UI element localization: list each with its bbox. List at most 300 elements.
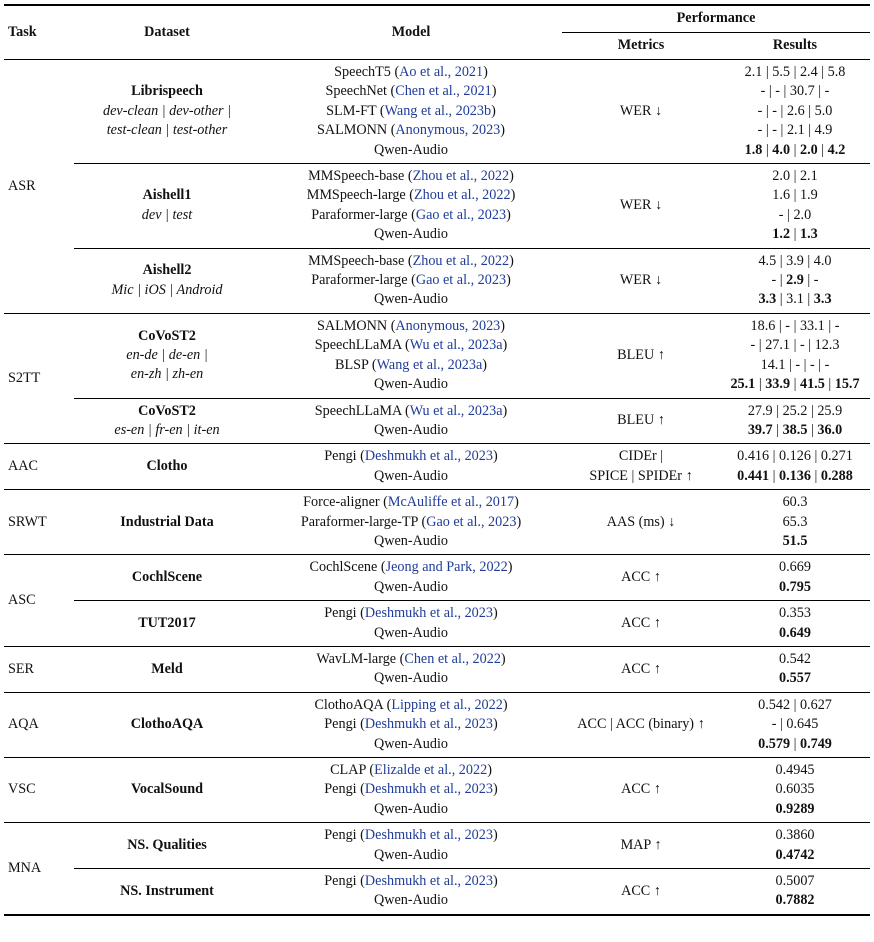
dataset-name: Clotho [146,458,188,475]
dataset-cell [74,398,260,444]
model-line: Pengi (Deshmukh et al., 2023) [324,605,498,622]
table-row [4,248,870,313]
model-name: Paraformer-large [311,206,408,223]
model-cell [260,60,562,164]
model-line [264,141,558,160]
result-cell [720,490,870,555]
model-name: Paraformer-large [311,272,408,289]
result-part: | - [803,272,819,289]
dataset-split: dev | test [141,206,193,223]
result-cell [720,313,870,398]
result-best: 2.9 [786,272,804,289]
task-cell: ASC [4,555,74,647]
table-row [4,398,870,444]
result-part: | [772,421,783,438]
model-name: Force-aligner [303,494,380,511]
result-part: 4.5 | 3.9 | 4.0 [758,252,832,269]
header-performance: Performance [562,5,870,33]
model-name: Qwen-Audio [373,624,449,641]
model-cell [260,313,562,398]
model-line [264,624,558,643]
metric-label: CIDEr | [618,448,664,465]
result-best: 1.2 [772,226,791,243]
result-part: | [817,141,828,158]
model-line: Pengi (Deshmukh et al., 2023) [324,781,498,798]
result-value [724,317,866,336]
result-part: 1.6 | 1.9 [772,187,818,204]
table-row [4,692,870,757]
metric-label: ACC ↑ [621,614,661,631]
header-results: Results [720,33,870,60]
citation-link[interactable]: Anonymous, 2023 [395,317,501,334]
task-cell: VSC [4,758,74,823]
result-value [724,826,866,845]
result-value [724,872,866,891]
model-line: SpeechLLaMA (Wu et al., 2023a) [314,402,508,419]
model-line: MMSpeech-base (Zhou et al., 2022) [308,252,514,269]
result-value [724,206,866,225]
result-value [724,102,866,121]
result-best: 0.288 [820,467,853,484]
result-part: 27.9 | 25.2 | 25.9 [747,402,843,419]
metric-cell [562,60,720,164]
result-best: 0.579 [758,735,791,752]
result-part: - | 27.1 | - | 12.3 [750,337,840,354]
result-best: 0.749 [799,735,832,752]
model-name: Qwen-Audio [373,226,449,243]
result-best: 36.0 [817,421,843,438]
result-part: 60.3 [782,494,808,511]
citation-link[interactable]: Gao et al., 2023 [415,272,507,289]
metric-cell [562,313,720,398]
result-value [724,624,866,643]
model-name: BLSP [334,356,369,373]
metric-label: ACC ↑ [621,882,661,899]
result-part: 0.542 | 0.627 [758,696,832,713]
metric-cell [562,869,720,915]
result-cell [720,692,870,757]
dataset-name: Aishell1 [142,187,192,204]
result-part: - | 2.0 [778,206,812,223]
result-cell [720,398,870,444]
model-name: Qwen-Audio [373,421,449,438]
model-line [264,800,558,819]
result-value [724,715,866,734]
metric-label: SPICE | SPIDEr ↑ [589,467,693,484]
model-line: SALMONN (Anonymous, 2023) [316,122,505,139]
result-part: 2.0 | 2.1 [772,168,818,185]
result-part: 0.4945 [775,762,815,778]
dataset-name: CochlScene [131,569,203,586]
result-best: 51.5 [782,532,808,549]
model-line: MMSpeech-large (Zhou et al., 2022) [306,187,516,204]
dataset-cell [74,248,260,313]
model-cell [260,823,562,869]
result-value [724,513,866,532]
model-name: Qwen-Audio [373,735,449,752]
result-value [724,421,866,440]
model-line: Paraformer-large (Gao et al., 2023) [311,206,511,223]
dataset-name: ClothoAQA [130,716,204,733]
citation-link[interactable]: Wang et al., 2023b [384,102,492,119]
citation-link[interactable]: Deshmukh et al., 2023 [364,716,493,733]
result-best: 3.3 [813,291,832,308]
model-name: WavLM-large [316,650,397,667]
table-row [4,646,870,692]
metric-label: BLEU ↑ [617,346,665,363]
dataset-name: TUT2017 [138,614,196,631]
model-name: Paraformer-large-TP [300,513,418,530]
result-value [724,447,866,466]
model-name: Qwen-Audio [373,532,449,549]
metric-cell [562,490,720,555]
metric-cell [562,444,720,490]
task-cell: SER [4,646,74,692]
result-part: 0.353 [779,605,811,622]
model-cell [260,248,562,313]
result-part: | [769,467,780,484]
metric-cell [562,164,720,249]
model-name: Qwen-Audio [373,800,449,817]
metric-label: ACC ↑ [621,569,661,586]
result-cell [720,869,870,915]
dataset-name: Meld [151,660,183,677]
results-table [4,4,870,916]
result-value [724,167,866,186]
result-value [724,891,866,910]
metric-cell [562,823,720,869]
citation-link[interactable]: Jeong and Park, 2022 [385,559,508,576]
citation-link[interactable]: Zhou et al., 2022 [412,168,510,185]
model-line: BLSP (Wang et al., 2023a) [334,356,488,373]
citation-link[interactable]: Gao et al., 2023 [426,513,517,530]
task-cell: ASR [4,60,74,314]
model-name: SpeechNet [325,83,387,100]
task-cell: SRWT [4,490,74,555]
result-best: 0.649 [779,624,811,641]
model-line: SpeechT5 (Ao et al., 2021) [334,64,488,80]
model-name: Qwen-Audio [373,846,449,863]
result-best: 0.7882 [775,892,815,909]
model-line [264,891,558,910]
result-value [724,63,866,82]
dataset-cell [74,823,260,869]
metric-cell [562,692,720,757]
result-part: 0.3860 [775,827,815,844]
metric-cell [562,248,720,313]
result-part: | [810,467,821,484]
model-cell [260,758,562,823]
dataset-cell [74,555,260,601]
model-line [264,669,558,688]
model-cell [260,398,562,444]
citation-link[interactable]: Ao et al., 2021 [399,64,484,80]
model-cell [260,490,562,555]
table-row [4,601,870,647]
citation-link[interactable]: Deshmukh et al., 2023 [364,605,493,622]
citation-link[interactable]: Chen et al., 2022 [404,650,501,667]
task-cell: S2TT [4,313,74,443]
result-best: 0.557 [779,670,811,687]
result-value [724,761,866,780]
result-value [724,800,866,819]
citation-link[interactable]: Deshmukh et al., 2023 [364,873,493,890]
model-line: Force-aligner (McAuliffe et al., 2017) [303,494,519,511]
metric-label: AAS (ms) ↓ [606,513,676,530]
result-part: 0.542 [779,650,811,667]
result-part: 0.416 | 0.126 | 0.271 [737,448,853,465]
model-name: Qwen-Audio [373,291,449,308]
citation-link[interactable]: Chen et al., 2021 [395,83,492,100]
result-best: 0.4742 [775,846,815,863]
result-value [724,780,866,799]
result-best: 0.9289 [775,800,815,817]
result-part: | [762,141,773,158]
dataset-name: Aishell2 [142,262,192,279]
model-name: SpeechLLaMA [314,337,402,354]
table-row [4,60,870,164]
dataset-split: en-zh | zh-en [130,366,204,383]
dataset-cell [74,490,260,555]
model-name: Qwen-Audio [373,670,449,687]
result-part: - | 0.645 [771,716,819,733]
metric-label: WER ↓ [619,197,663,214]
model-cell [260,646,562,692]
dataset-split: Mic | iOS | Android [111,281,223,298]
result-best: 0.795 [779,578,811,595]
citation-link[interactable]: Wang et al., 2023a [376,356,483,373]
model-line [264,735,558,754]
dataset-name: NS. Qualities [127,836,207,853]
result-value [724,467,866,486]
citation-link[interactable]: Deshmukh et al., 2023 [364,448,493,465]
result-part: 2.1 | 5.5 | 2.4 | 5.8 [744,64,846,80]
table-row [4,758,870,823]
result-part: | [755,376,766,393]
header-task: Task [4,5,74,60]
result-cell [720,248,870,313]
citation-link[interactable]: Deshmukh et al., 2023 [364,781,493,798]
task-cell: AQA [4,692,74,757]
citation-link[interactable]: Wu et al., 2023a [409,402,503,419]
citation-link[interactable]: Gao et al., 2023 [415,206,507,223]
result-value [724,82,866,101]
dataset-name: CoVoST2 [138,327,196,344]
result-part: | [790,141,800,158]
result-cell [720,555,870,601]
model-name: MMSpeech-base [308,168,405,185]
task-cell: MNA [4,823,74,915]
header-metrics: Metrics [562,33,720,60]
result-best: 4.0 [772,141,791,158]
model-cell [260,555,562,601]
result-best: 0.441 [737,467,770,484]
result-part: - | - | 2.1 | 4.9 [757,122,833,139]
result-value [724,846,866,865]
model-name: Qwen-Audio [373,892,449,909]
dataset-split: es-en | fr-en | it-en [114,421,220,438]
dataset-name: CoVoST2 [138,402,196,419]
metric-label: ACC ↑ [621,660,661,677]
dataset-name: NS. Instrument [120,882,214,899]
model-line: SpeechLLaMA (Wu et al., 2023a) [314,337,508,354]
model-name: Qwen-Audio [373,578,449,595]
dataset-cell [74,758,260,823]
model-line: CLAP (Elizalde et al., 2022) [330,762,492,778]
result-part: | [790,735,800,752]
result-cell [720,758,870,823]
citation-link[interactable]: Elizalde et al., 2022 [374,762,488,778]
result-best: 33.9 [765,376,791,393]
dataset-cell [74,164,260,249]
model-name: MMSpeech-large [306,187,406,204]
dataset-split: test-clean | test-other [106,122,228,139]
model-name: SLM-FT [326,102,377,119]
dataset-cell [74,869,260,915]
result-part: - | - | 2.6 | 5.0 [757,102,833,119]
result-cell [720,646,870,692]
model-name: SpeechLLaMA [314,402,402,419]
metric-cell [562,601,720,647]
result-value [724,225,866,244]
citation-link[interactable]: Zhou et al., 2022 [412,252,510,269]
model-name: SALMONN [316,317,388,334]
model-line: Paraformer-large (Gao et al., 2023) [311,272,511,289]
model-name: SpeechT5 [334,64,391,80]
model-line [264,225,558,244]
model-name: Pengi [324,781,357,798]
table-row [4,555,870,601]
metric-cell [562,646,720,692]
table-row [4,869,870,915]
model-name: Pengi [324,605,357,622]
result-part: - | [771,272,787,289]
result-value [724,402,866,421]
result-value [724,375,866,394]
result-part: 0.669 [779,559,811,576]
result-part: 65.3 [782,513,808,530]
result-best: 38.5 [782,421,808,438]
model-line [264,421,558,440]
table-row [4,490,870,555]
model-line: Paraformer-large-TP (Gao et al., 2023) [300,513,522,530]
dataset-name: VocalSound [130,781,204,798]
result-value [724,578,866,597]
table-body [4,60,870,915]
result-value [724,650,866,669]
result-part: 0.6035 [775,781,815,798]
dataset-cell [74,646,260,692]
table-row [4,164,870,249]
dataset-cell [74,692,260,757]
metric-cell [562,398,720,444]
model-line: CochlScene (Jeong and Park, 2022) [309,559,513,576]
model-line: SLM-FT (Wang et al., 2023b) [326,102,496,119]
result-value [724,186,866,205]
citation-link[interactable]: McAuliffe et al., 2017 [387,494,515,511]
dataset-name: Industrial Data [120,513,214,530]
model-line [264,578,558,597]
result-value [724,356,866,375]
result-cell [720,60,870,164]
dataset-cell [74,60,260,164]
result-value [724,271,866,290]
metric-label: ACC ↑ [621,781,661,798]
result-best: 2.0 [799,141,818,158]
result-value [724,290,866,309]
result-value [724,336,866,355]
model-line [264,290,558,309]
model-line: SALMONN (Anonymous, 2023) [316,317,505,334]
model-cell [260,601,562,647]
result-cell [720,601,870,647]
result-part: | 3.1 | [776,291,814,308]
table-row [4,823,870,869]
metric-label: WER ↓ [619,102,663,119]
header-dataset: Dataset [74,5,260,60]
model-cell [260,164,562,249]
citation-link[interactable]: Deshmukh et al., 2023 [364,827,493,844]
dataset-name: Librispeech [131,83,203,100]
model-name: ClothoAQA [314,696,384,713]
result-best: 25.1 [730,376,756,393]
metric-label: WER ↓ [619,272,663,289]
model-name: CLAP [330,762,366,778]
result-cell [720,444,870,490]
citation-link[interactable]: Lipping et al., 2022 [391,696,503,713]
model-cell [260,692,562,757]
result-best: 15.7 [834,376,860,393]
metric-cell [562,758,720,823]
citation-link[interactable]: Zhou et al., 2022 [414,187,511,204]
model-line [264,375,558,394]
model-name: Pengi [324,448,357,465]
result-part: | [824,376,835,393]
dataset-cell [74,601,260,647]
header-model: Model [260,5,562,60]
metric-label: BLEU ↑ [617,412,665,429]
result-value [724,558,866,577]
model-name: Pengi [324,873,357,890]
model-line: WavLM-large (Chen et al., 2022) [316,650,506,667]
result-value [724,493,866,512]
result-best: 39.7 [747,421,773,438]
dataset-cell [74,313,260,398]
model-line: MMSpeech-base (Zhou et al., 2022) [308,168,514,185]
model-name: Pengi [324,716,357,733]
result-value [724,669,866,688]
table-row [4,444,870,490]
citation-link[interactable]: Anonymous, 2023 [395,122,501,139]
model-line: Pengi (Deshmukh et al., 2023) [324,827,498,844]
result-part: | [790,376,800,393]
model-line: SpeechNet (Chen et al., 2021) [325,83,497,100]
header-row-top [4,5,870,33]
result-best: 1.8 [744,141,763,158]
model-cell [260,444,562,490]
result-value [724,141,866,160]
dataset-cell [74,444,260,490]
result-part: 14.1 | - | - | - [760,356,830,373]
result-part: - | - | 30.7 | - [760,83,830,100]
result-best: 3.3 [758,291,777,308]
citation-link[interactable]: Wu et al., 2023a [409,337,503,354]
model-line: Pengi (Deshmukh et al., 2023) [324,716,498,733]
result-part: | [790,226,800,243]
model-name: Qwen-Audio [373,376,449,393]
model-line: Pengi (Deshmukh et al., 2023) [324,873,498,890]
result-part: 0.5007 [775,873,815,890]
